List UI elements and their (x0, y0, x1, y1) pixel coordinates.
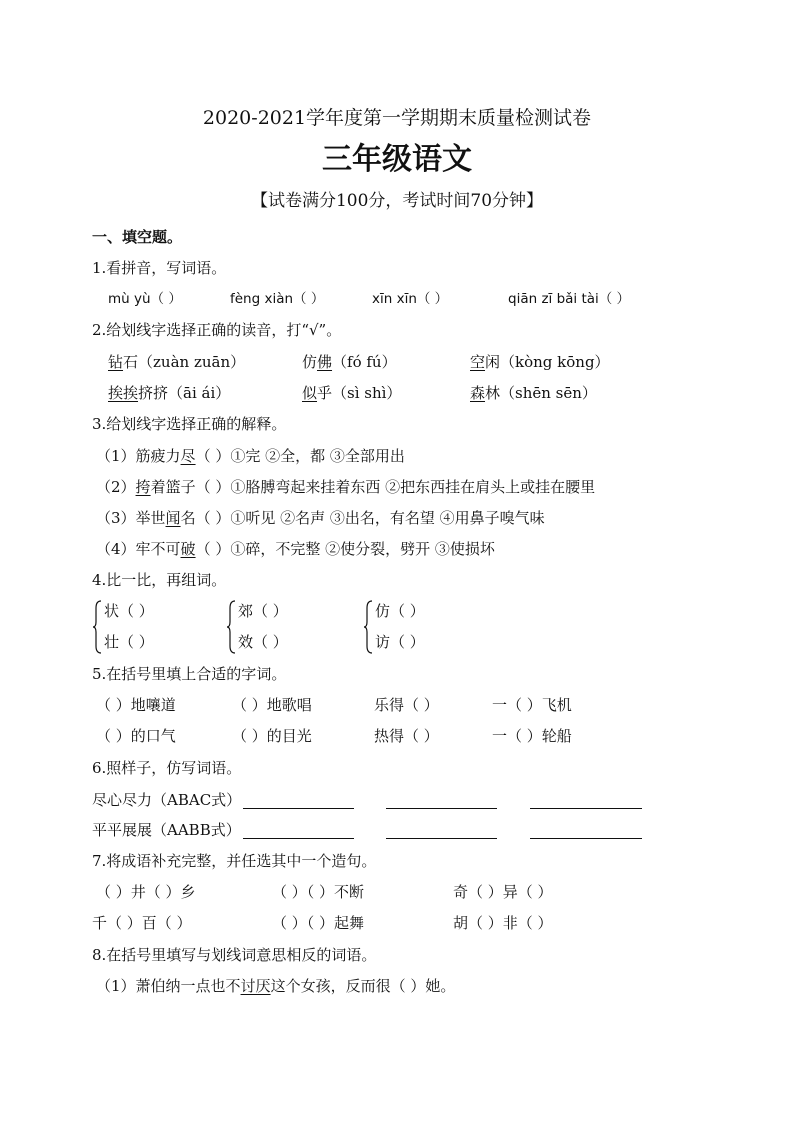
answer-blank[interactable] (530, 808, 642, 809)
brace-icon (226, 600, 236, 654)
q5-r2-2: （ ）的目光 (232, 727, 312, 745)
q2-item-3: 空闲（kòng kōng） (470, 353, 610, 371)
q1-item-3: xīn xīn（ ） (372, 291, 449, 307)
underlined-char: 空 (470, 353, 486, 371)
q4-group-1-b: 壮（ ） (104, 633, 154, 651)
section-1-title: 一、填空题。 (92, 228, 183, 246)
brace-icon (92, 600, 102, 654)
q4-group-1-a: 状（ ） (104, 602, 154, 620)
subject-title: 三年级语文 (322, 142, 472, 177)
q7-r2-2: （ ）（ ）起舞 (272, 914, 365, 932)
q2-item-4: 挨挨挤挤（āi ái） (108, 384, 231, 402)
q8-item-1: （1）萧伯纳一点也不讨厌这个女孩，反而很（ ）她。 (96, 977, 456, 995)
q7-r2-3: 胡（ ）非（ ） (453, 914, 553, 932)
q6-row-2-label: 平平展展（AABB式） (92, 821, 241, 839)
underlined-char: 森 (470, 384, 486, 402)
q4-group-3-b: 访（ ） (375, 633, 425, 651)
underlined-char: 闻 (165, 509, 181, 527)
q2-item-2: 仿佛（fó fú） (302, 353, 397, 371)
answer-blank[interactable] (386, 838, 497, 839)
q4-group-2-b: 效（ ） (238, 633, 288, 651)
answer-blank[interactable] (530, 838, 642, 839)
q5-r2-4: 一（ ）轮船 (492, 727, 572, 745)
q1-item-1: mù yù（ ） (108, 291, 182, 307)
underlined-char: 钻 (108, 353, 124, 371)
q3-prompt: 3.给划线字选择正确的解释。 (92, 415, 287, 433)
q3-item-3: （3）举世闻名（ ）①听见 ②名声 ③出名，有名望 ④用鼻子嗅气味 (96, 509, 545, 527)
q2-item-6: 森林（shēn sēn） (470, 384, 597, 402)
brace-icon (363, 600, 373, 654)
q5-r1-2: （ ）地歌唱 (232, 696, 312, 714)
q7-r1-3: 奇（ ）异（ ） (453, 883, 553, 901)
q5-r1-3: 乐得（ ） (374, 696, 439, 714)
underlined-char: 破 (180, 540, 196, 558)
answer-blank[interactable] (243, 838, 354, 839)
q3-item-4: （4）牢不可破（ ）①碎，不完整 ②使分裂，劈开 ③使损坏 (96, 540, 495, 558)
q4-group-3-a: 仿（ ） (375, 602, 425, 620)
q7-prompt: 7.将成语补充完整，并任选其中一个造句。 (92, 852, 377, 870)
underlined-char: 挨挨 (108, 384, 139, 402)
underlined-char: 似 (302, 384, 318, 402)
q7-r2-1: 千（ ）百（ ） (92, 914, 192, 932)
q1-prompt: 1.看拼音，写词语。 (92, 259, 227, 277)
q6-row-1-label: 尽心尽力（ABAC式） (92, 791, 242, 809)
q1-item-2: fèng xiàn（ ） (230, 291, 325, 307)
q2-item-1: 钻石（zuàn zuān） (108, 353, 246, 371)
underlined-char: 挎 (135, 478, 151, 496)
underlined-char: 尽 (180, 447, 196, 465)
q2-prompt: 2.给划线字选择正确的读音，打“√”。 (92, 321, 342, 339)
answer-blank[interactable] (386, 808, 497, 809)
underlined-char: 佛 (317, 353, 333, 371)
q5-r2-1: （ ）的口气 (96, 727, 176, 745)
q8-prompt: 8.在括号里填写与划线词意思相反的词语。 (92, 946, 377, 964)
q2-item-5: 似乎（sì shì） (302, 384, 402, 402)
q1-item-4: qiān zī bǎi tài（ ） (508, 291, 631, 307)
exam-title: 2020-2021学年度第一学期期末质量检测试卷 (202, 107, 592, 129)
q3-item-2: （2）挎着篮子（ ）①胳膊弯起来挂着东西 ②把东西挂在肩头上或挂在腰里 (96, 478, 596, 496)
q4-group-2-a: 郊（ ） (238, 602, 288, 620)
q6-prompt: 6.照样子，仿写词语。 (92, 759, 242, 777)
q5-r2-3: 热得（ ） (374, 727, 439, 745)
exam-note: 【试卷满分100分，考试时间70分钟】 (250, 191, 544, 211)
q7-r1-1: （ ）井（ ）乡 (96, 883, 196, 901)
underlined-word: 讨厌 (240, 977, 271, 995)
answer-blank[interactable] (243, 808, 354, 809)
q5-r1-4: 一（ ）飞机 (492, 696, 572, 714)
q7-r1-2: （ ）（ ）不断 (272, 883, 365, 901)
q5-prompt: 5.在括号里填上合适的字词。 (92, 665, 287, 683)
q3-item-1: （1）筋疲力尽（ ）①完 ②全，都 ③全部用出 (96, 447, 405, 465)
q4-prompt: 4.比一比，再组词。 (92, 571, 227, 589)
q5-r1-1: （ ）地嚷道 (96, 696, 176, 714)
